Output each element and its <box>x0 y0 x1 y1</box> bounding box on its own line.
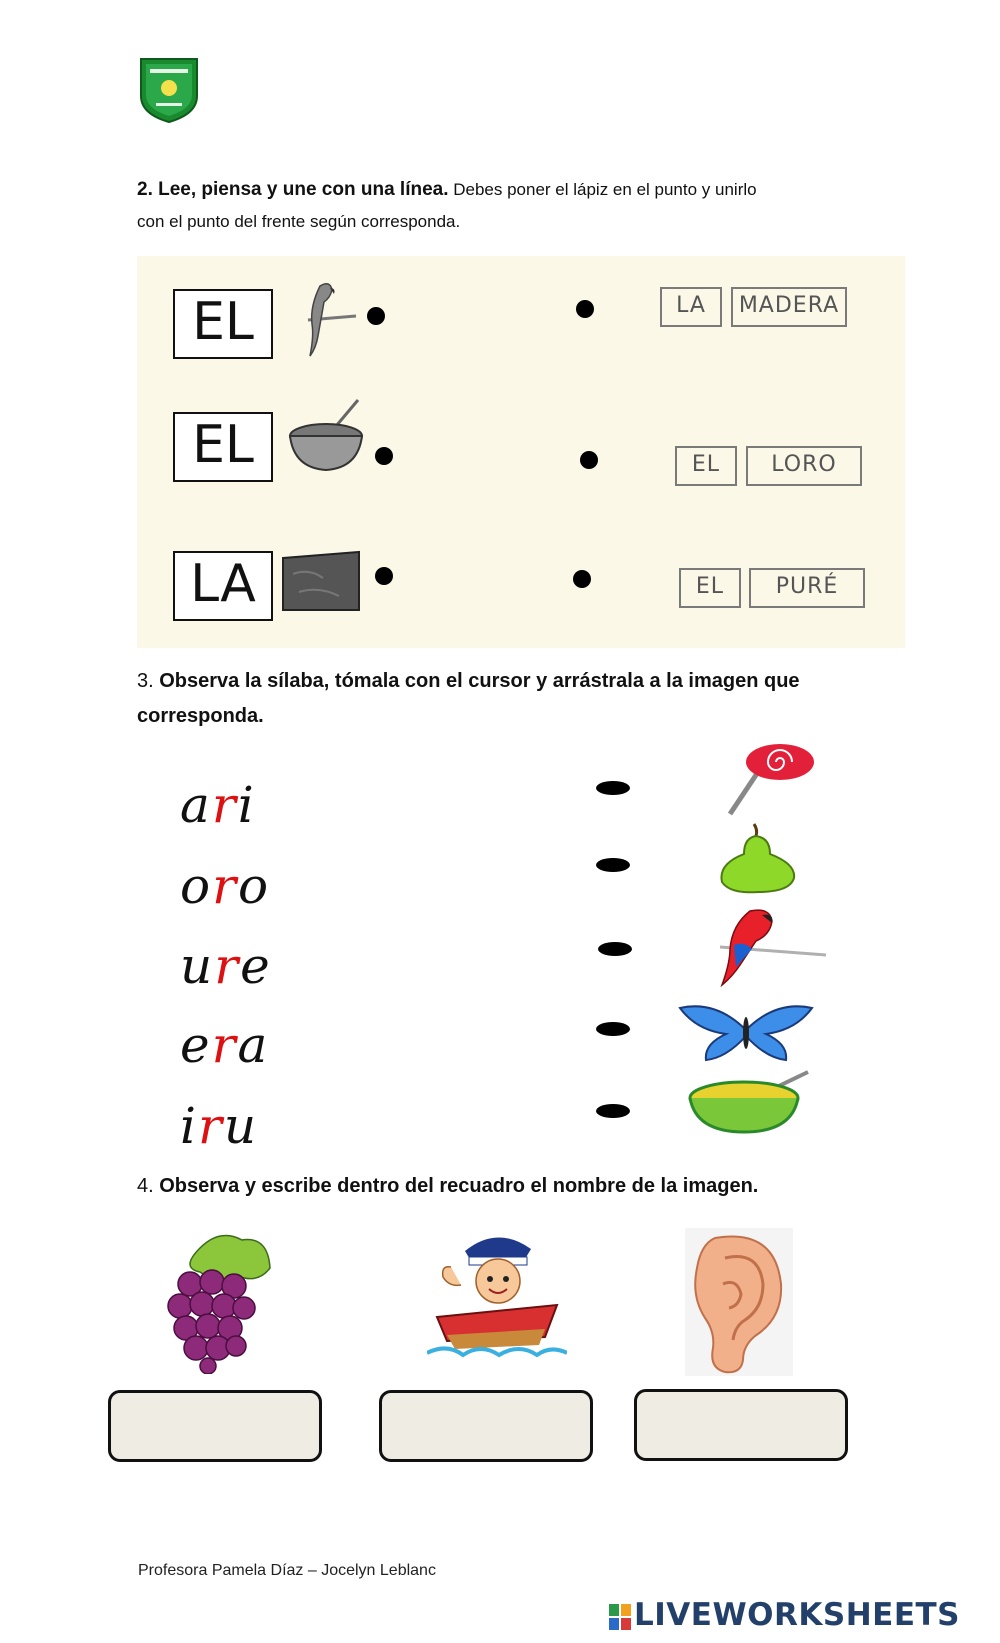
q2-instruction-line2: con el punto del frente según corresponda. <box>137 212 461 231</box>
liveworksheets-logo-icon <box>609 1604 631 1630</box>
answer-box-3[interactable] <box>634 1389 848 1461</box>
syllable-3[interactable]: ure <box>180 937 272 995</box>
wood-plank-icon <box>279 548 363 614</box>
word-box-3b: PURÉ <box>749 568 865 608</box>
grapes-icon <box>160 1228 278 1374</box>
left-dot-3[interactable] <box>375 567 393 585</box>
lollipop-icon <box>720 742 820 816</box>
left-dot-2[interactable] <box>375 447 393 465</box>
word-box-2a: EL <box>675 446 737 486</box>
word-box-1b: MADERA <box>731 287 847 327</box>
right-dot-2[interactable] <box>580 451 598 469</box>
q3-instruction: 3. Observa la sílaba, tómala con el cursor y arrástrala a la imagen que <box>137 670 800 692</box>
syllable-1[interactable]: ari <box>180 776 256 834</box>
butterfly-icon <box>676 1000 816 1064</box>
right-dot-1[interactable] <box>576 300 594 318</box>
sailor-boat-icon <box>427 1225 567 1365</box>
article-box-2: EL <box>173 412 273 482</box>
liveworksheets-brand: LIVEWORKSHEETS <box>609 1597 960 1633</box>
drop-dot-2[interactable] <box>596 858 630 872</box>
q4-instruction: 4. Observa y escribe dentro del recuadro el nombre de la imagen. <box>137 1175 759 1197</box>
parrot-sketch-icon <box>290 276 360 360</box>
puree-bowl-icon <box>686 1068 816 1134</box>
drop-dot-3[interactable] <box>598 942 632 956</box>
syllable-5[interactable]: iru <box>180 1097 259 1155</box>
article-box-1: EL <box>173 289 273 359</box>
footer-authors: Profesora Pamela Díaz – Jocelyn Leblanc <box>138 1562 436 1579</box>
ear-icon <box>685 1228 793 1376</box>
drop-dot-1[interactable] <box>596 781 630 795</box>
matching-panel <box>137 256 905 648</box>
bowl-sketch-icon <box>288 394 368 474</box>
drop-dot-5[interactable] <box>596 1104 630 1118</box>
left-dot-1[interactable] <box>367 307 385 325</box>
answer-box-2[interactable] <box>379 1390 593 1462</box>
school-shield-logo <box>138 56 200 124</box>
q3-instruction-line2: corresponda. <box>137 705 264 727</box>
pear-icon <box>714 820 798 894</box>
syllable-4[interactable]: era <box>180 1016 270 1074</box>
syllable-2[interactable]: oro <box>180 857 271 915</box>
q2-instruction: 2. Lee, piensa y une con una línea. Debes poner el lápiz en el punto y unirlo <box>137 179 757 200</box>
word-box-1a: LA <box>660 287 722 327</box>
parrot-icon <box>700 905 830 987</box>
right-dot-3[interactable] <box>573 570 591 588</box>
drop-dot-4[interactable] <box>596 1022 630 1036</box>
answer-box-1[interactable] <box>108 1390 322 1462</box>
article-box-3: LA <box>173 551 273 621</box>
word-box-2b: LORO <box>746 446 862 486</box>
word-box-3a: EL <box>679 568 741 608</box>
